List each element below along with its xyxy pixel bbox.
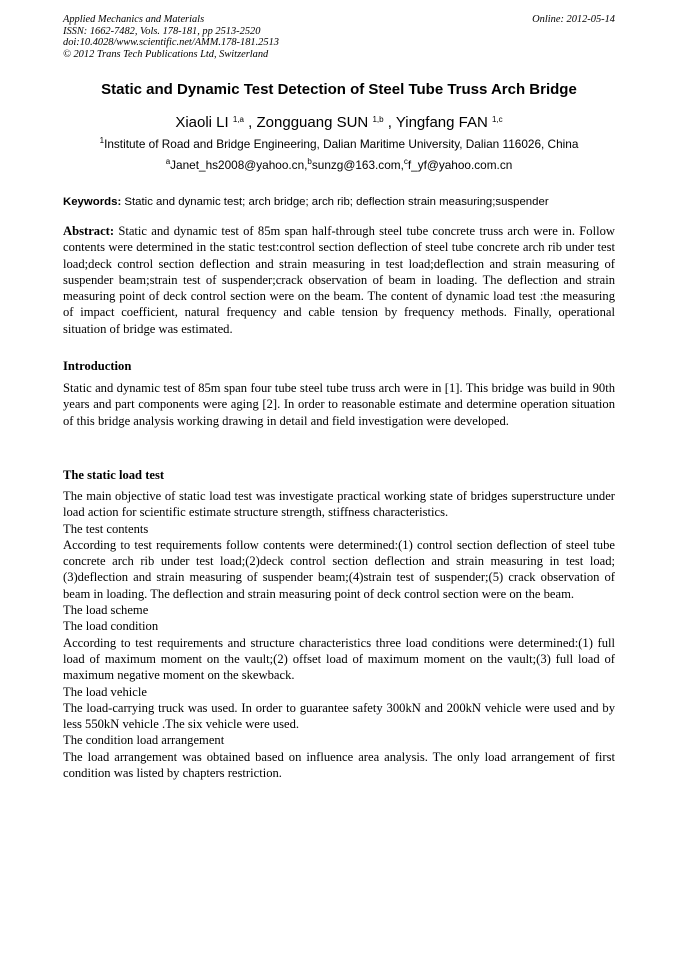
paragraph: The main objective of static load test was investigate practical working state of bridges superstructure under load action for scientific estimate structure strength, stiffness characteristics. (63, 489, 615, 520)
affiliation-sup: 1 (99, 136, 105, 145)
online-date: Online: 2012-05-14 (532, 14, 615, 25)
subheading-load-scheme: The load scheme (63, 603, 149, 618)
email-sup: c (403, 157, 408, 166)
affiliation-text: Institute of Road and Bridge Engineering, Dalian Maritime University, Dalian 116026, China (104, 137, 579, 151)
email[interactable]: sunzg@163.com, (311, 158, 404, 172)
keywords-text: Static and dynamic test; arch bridge; arch rib; deflection strain measuring;suspender (124, 196, 549, 208)
abstract-label: Abstract: (63, 224, 115, 238)
email-list (30, 158, 648, 172)
paragraph: The load-carrying truck was used. In order to guarantee safety 300kN and 200kN vehicle were used and by less 550kN vehicle .The six vehicle were used. (63, 700, 615, 732)
keywords (63, 195, 623, 209)
subheading-condition-load-arrangement: The condition load arrangement (63, 733, 225, 748)
copyright-line: © 2012 Trans Tech Publications Ltd, Switzerland (63, 48, 269, 60)
author-sup: 1,c (491, 115, 503, 124)
subheading-load-vehicle: The load vehicle (63, 684, 147, 699)
static-load-test-body (63, 488, 615, 781)
paragraph: The load arrangement was obtained based on influence area analysis. The only load arrangement of first condition was listed by chapters restriction. (63, 749, 615, 781)
affiliation (30, 137, 648, 151)
keywords-label: Keywords: (63, 196, 122, 208)
email-sup: b (307, 157, 312, 166)
email[interactable]: f_yf@yahoo.com.cn (407, 158, 513, 172)
section-heading-introduction: Introduction (63, 359, 132, 373)
email-sup: a (165, 157, 171, 166)
author-sup: 1,b (372, 115, 384, 124)
journal-name: Applied Mechanics and Materials (63, 14, 205, 25)
author-name: Xiaoli LI (175, 114, 229, 131)
section-heading-static-load-test: The static load test (63, 468, 165, 482)
introduction-text: Static and dynamic test of 85m span four tube steel tube truss arch were in [1]. This bridge was build in 90th years and part components were aging [2]. In order to reasonable estimate and determine operation situation of this bridge analysis working drawing in detail and field investigation were developed. (63, 381, 615, 428)
author-list: Xiaoli LI $^{1,a}$ , Zongguang SUN $^{1,b}$ , Yingfang FAN $^{1,c}$ (175, 114, 503, 131)
author-name: Zongguang SUN (256, 114, 369, 131)
subheading-load-condition: The load condition (63, 619, 159, 634)
paper-title: Static and Dynamic Test Detection of Steel Tube Truss Arch Bridge (101, 81, 577, 98)
subheading-test-contents: The test contents (63, 521, 149, 536)
author-name: Yingfang FAN (395, 114, 488, 131)
author-sup: 1,a (232, 115, 244, 124)
paragraph: According to test requirements follow contents were determined:(1) control section deflection of steel tube concrete arch rib under test load;(2)deck control section deflection and strain measuring in test load;(3)deflection and strain measuring of suspender beam;(4)strain test of suspender;(5) crack observation of beam in loading. The deflection and strain measuring point of deck control section were on the beam. (63, 537, 615, 601)
email[interactable]: Janet_hs2008@yahoo.cn, (170, 158, 308, 172)
paragraph: According to test requirements and structure characteristics three load conditions were determined:(1) full load of maximum moment on the vault;(2) offset load of maximum moment on the vault;(3) full load of maximum negative moment on the skewback. (63, 635, 615, 683)
doi-line[interactable]: doi:10.4028/www.scientific.net/AMM.178-181.2513 (63, 37, 279, 49)
journal-header (63, 14, 615, 60)
abstract-text: Static and dynamic test of 85m span half-through steel tube concrete truss arch were in. Follow contents were determined in the static test:control section deflection of steel tube concrete arch rib under test load;deck control section deflection and strain measuring in test load;deflection and strain measuring of suspender beam;strain test of suspender;crack observation of beam in loading. The deflection and strain measuring point of deck control section were on the beam. The content of dynamic load test :the measuring of impact coefficient, natural frequency and cable tension by frequency methods. Finally, operational situation of bridge was estimated. (63, 224, 615, 336)
issn-line: ISSN: 1662-7482, Vols. 178-181, pp 2513-2520 (63, 25, 261, 37)
abstract (63, 223, 615, 337)
